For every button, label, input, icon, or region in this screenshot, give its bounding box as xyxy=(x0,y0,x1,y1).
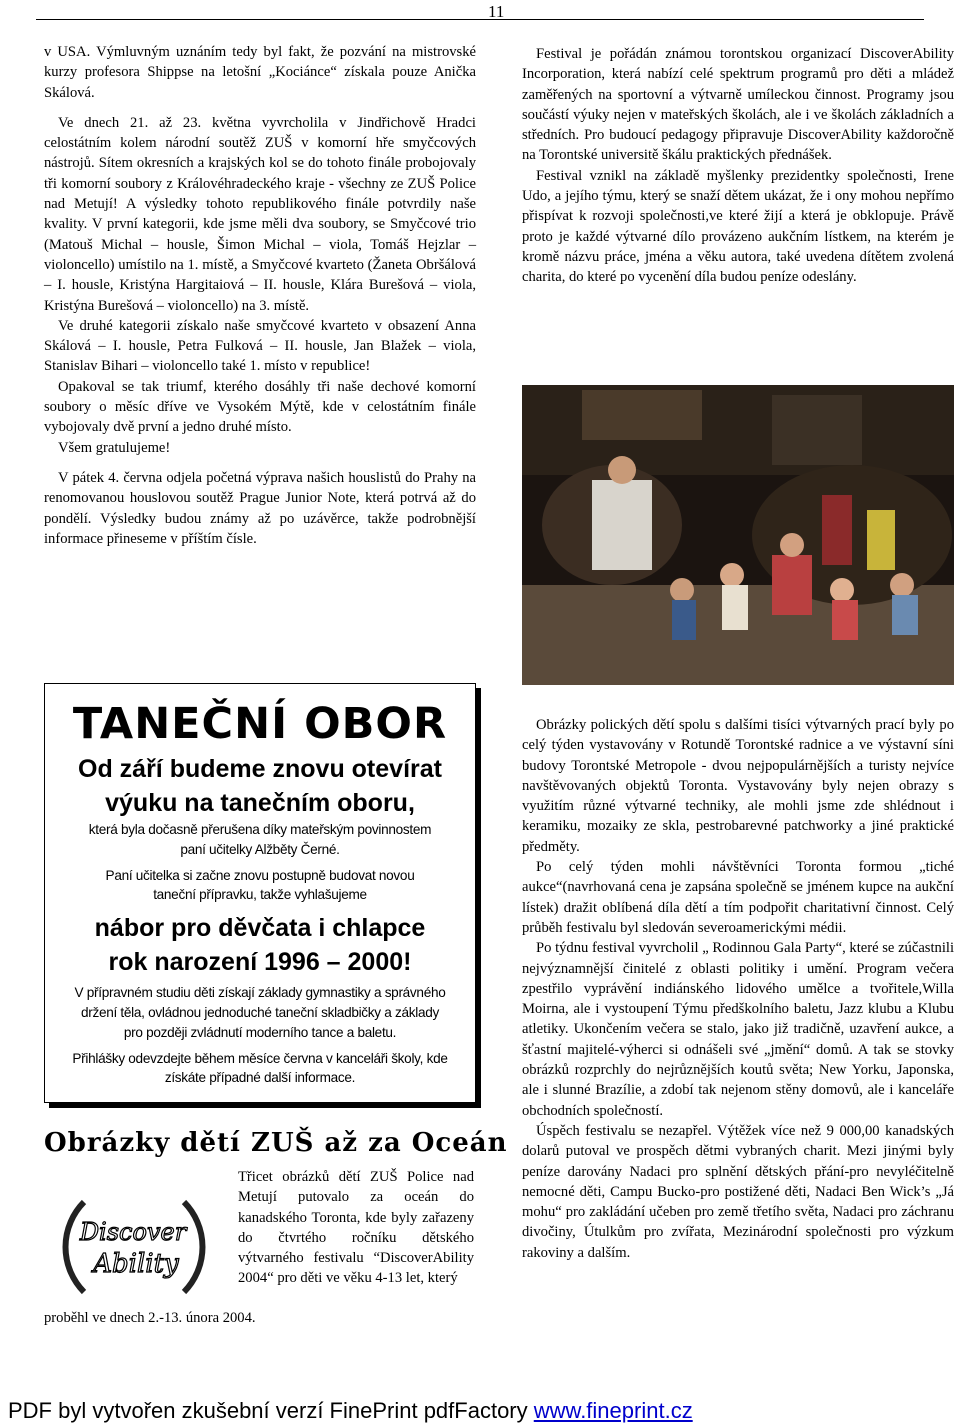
paragraph: Opakoval se tak triumf, kterého dosáhly tři naše dechové komorní soubory o měsíc dříve ve Vysokém Mýtě, kde v celostátním finále vybojovaly dvě první a jedno druhé místo. xyxy=(44,378,476,436)
paragraph: Po týdnu festival vyvrcholil „ Rodinnou Gala Party“, které se zúčastnili nejvýznamnější činitelé z oblasti politiky i umění. Program večera zpestřilo vyprávění indiánského lidového umělce a tvořitele,Willa Moirna, ale i vystoupení Týmu předškolního baletu, Jazz klubu a Klubu atletiky. Ukončením večera se stalo, jako již tradičně, uzavření aukce, a šťastní majitelé-výherci si odnášeli své „jmění“ domů. A tak se stovky obrázků rozprchly do nejrůznějších koutů světa; New Yorku, Japonska, ale i slunné Brazílie, a zdobí tak nejenom stěny domovů, ale i kanceláře obchodních společností. xyxy=(522,940,954,1119)
pdf-footer xyxy=(8,1398,693,1424)
paragraph: Úspěch festivalu se nezapřel. Výtěžek více než 9 000,00 kanadských dolarů putoval ve prospěch dětmi vybraných charit. Mezi jinými byly peníze darovány Nadaci pro splnění dětských přání-pro nevyléčitelně nemocné děti, Campu Bucko-pro postižené děti, Nadaci Ben Wick’s „Já mohu“ pro zakládání učeben pro země třetího světa, Nadaci pro záchranu divočiny, Útulkům pro zvířata, Mezinárodní společnosti pro výzkum rakoviny a dalším. xyxy=(522,1122,954,1261)
header-rule xyxy=(36,19,924,20)
notice-headline: nábor pro děvčata i chlapce xyxy=(94,914,426,943)
notice-title: TANEČNÍ OBOR xyxy=(72,699,448,749)
discoverability-logo xyxy=(44,1188,222,1306)
festival-photo xyxy=(522,385,954,685)
footer-text: PDF byl vytvořen zkušební verzí FinePrint pdfFactory xyxy=(8,1398,534,1423)
notice-text: Paní učitelka si začne znovu postupně budovat novou taneční přípravku, takže vyhlašujeme xyxy=(105,867,415,903)
column-right-top xyxy=(522,44,954,288)
paragraph: v USA. Výmluvným uznáním tedy byl fakt, že pozvání na mistrovské kurzy profesora Shippse na letošní „Kociánce“ získala pouze Anička Skálová. xyxy=(44,44,476,101)
paragraph: Ve dnech 21. až 23. května vyvrcholila v Jindřichově Hradci celostátním kolem národní soutěž ZUŠ v komorní hře smyčcových nástrojů. Sítem okresních a krajských kol se do tohoto finále probojovaly tři komorní soubory z Královéhradeckého kraje - všechny ze ZUŠ Police nad Metují! A výsledky tohoto republikového finále potvrdily naše kvality. V první kategorii, kde jsme měli dva soubory, se Smyčcové trio (Matouš Michal – housle, Šimon Michal – viola, Tomáš Hejzlar – violoncello) umístilo na 1. místě, a Smyčcové kvarteto (Žaneta Obršálová – I. housle, Kristýna Hargitaiová – II. housle, Klára Burešová – viola, Kristýna Burešová – violoncello) na 3. místě. xyxy=(44,114,476,314)
column-right-bottom xyxy=(522,715,954,1263)
notice-headline: výuku na tanečním oboru, xyxy=(105,789,415,817)
page-number: 11 xyxy=(488,2,505,21)
notice-text: Přihlášky odevzdejte během měsíce června v kanceláři školy, kde získáte případné další informace. xyxy=(72,1050,448,1086)
notice-headline: Od září budeme znovu otevírat xyxy=(78,755,442,783)
column-left-top xyxy=(44,42,476,549)
logo-word-discover: Discover xyxy=(79,1218,187,1246)
paragraph: Všem gratulujeme! xyxy=(58,439,171,456)
section-heading: Obrázky dětí ZUŠ až za Oceán xyxy=(44,1128,508,1158)
notice-text: V přípravném studiu děti získají základy gymnastiky a správného držení těla, ovládnou jednoduché taneční skladbičky a základy pro později zvládnutí moderního tance a baletu. xyxy=(74,985,446,1040)
notice-text: která byla dočasně přerušena díky mateřským povinnostem paní učitelky Alžběty Černé. xyxy=(88,822,432,857)
paragraph: Po celý týden mohli návštěvníci Toronta formou „tiché aukce“(navrhovaná cena je zapsána společně se jménem kupce na aukční lístek) dražit oblíbená díla dětí a tím podpořit charitativní činnost. Celý průběh festivalu byl sledován severoamerickými médii. xyxy=(522,859,954,936)
logo-word-ability: Ability xyxy=(93,1249,179,1279)
paragraph: proběhl ve dnech 2.-13. února 2004. xyxy=(44,1310,256,1326)
paragraph: Obrázky polických dětí spolu s dalšími tisíci výtvarných prací byly po celý týden vystavovány v Rotundě Torontské radnice a ve výstavní síni budovy Torontské Metropole - dvou nejpopulárnějších a turisty nejvíce navštěvovaných objektů Toronta. Vystavovány byly nejen obrazy s využitím různé výtvarné techniky, ale mohli jsme zde shlédnout i keramiku, mozaiky ze skla, pestrobarevné patchworky a jiné praktické předměty. xyxy=(522,717,954,855)
paragraph: Festival vznikl na základě myšlenky prezidentky společnosti, Irene Udo, a jejího týmu, který se snaží dětem ukázat, že i ony mohou nepřímo přispívat k rozvoji společnosti,ve které žijí a která je obklopuje. Právě proto je každé výtvarné dílo provázeno aukčním lístkem, na kterém je kromě názvu práce, jména a věku autora, také uvedena dítětem zvolená charita, do které po vycenění díla budou peníze odeslány. xyxy=(522,167,954,286)
dance-notice-box xyxy=(44,683,476,1103)
paragraph: V pátek 4. června odjela početná výprava našich houslistů do Prahy na renomovanou houslovou soutěž Prague Junior Note, která potrvá až do pondělí. Výsledky budou známy až po uzávěrce, takže podrobnější informace přineseme v příštím čísle. xyxy=(44,469,476,547)
footer-link[interactable]: www.fineprint.cz xyxy=(533,1398,693,1423)
paragraph: Třicet obrázků dětí ZUŠ Police nad Metují putovalo za oceán do kanadského Toronta, kde byly zařazeny do čtvrtého ročníku dětského výtvarného festivalu “DiscoverAbility 2004“ pro děti ve věku 4-13 let, který xyxy=(238,1169,474,1287)
notice-headline: rok narození 1996 – 2000! xyxy=(108,948,412,977)
paragraph: Ve druhé kategorii získalo naše smyčcové kvarteto v obsazení Anna Skálová – I. housle, Petra Fulková – II. housle, Jan Blažek – viola, Stanislav Bihari – violoncello také 1. místo v republice! xyxy=(44,317,476,375)
paragraph: Festival je pořádán známou torontskou organizací DiscoverAbility Incorporation, která nabízí celé spektrum programů pro děti a mládež zaměřených na sportovní a výtvarně umíleckou činnost. Programy jsou součástí výuky nejen v mateřských školách, ale i ve školách základních a středních. Pro budoucí pedagogy připravuje DiscoverAbility každoročně na Torontské universitě škálu praktických přednášek. xyxy=(522,46,954,164)
